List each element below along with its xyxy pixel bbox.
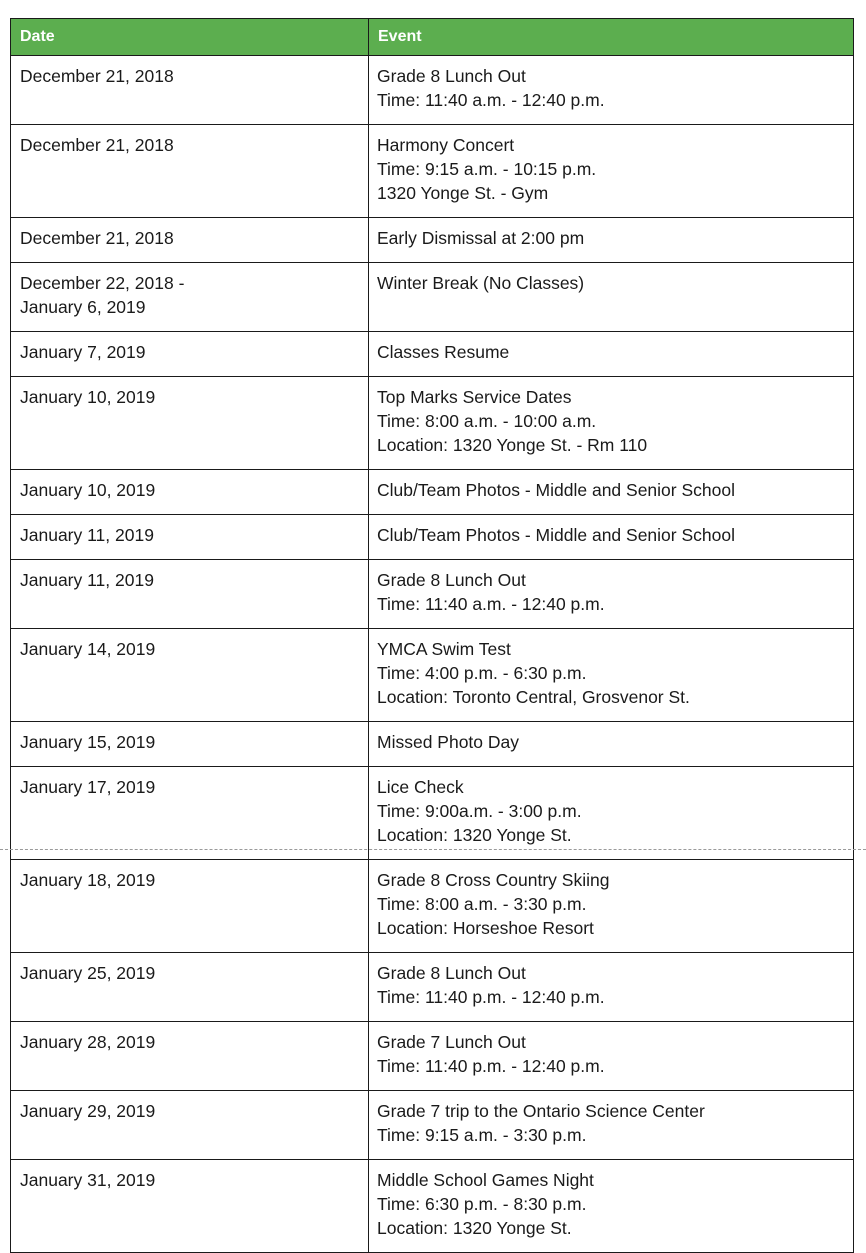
event-cell xyxy=(369,1091,854,1160)
date-cell xyxy=(11,1091,369,1160)
date-text: January 15, 2019 xyxy=(20,732,156,752)
event-detail: Time: 8:00 a.m. - 3:30 p.m. xyxy=(377,894,587,914)
event-title: YMCA Swim Test xyxy=(377,639,511,659)
date-cell xyxy=(11,1160,369,1253)
date-text: January 28, 2019 xyxy=(20,1032,156,1052)
table-row xyxy=(11,1022,854,1091)
event-cell xyxy=(369,860,854,953)
date-text: December 21, 2018 xyxy=(20,228,174,248)
date-cell xyxy=(11,629,369,722)
event-detail: Time: 4:00 p.m. - 6:30 p.m. xyxy=(377,663,587,683)
table-row xyxy=(11,56,854,125)
event-detail: Time: 9:15 a.m. - 10:15 p.m. xyxy=(377,159,597,179)
date-cell xyxy=(11,377,369,470)
event-cell xyxy=(369,56,854,125)
date-text: January 18, 2019 xyxy=(20,870,156,890)
event-cell xyxy=(369,470,854,515)
event-cell xyxy=(369,953,854,1022)
table-row xyxy=(11,515,854,560)
date-cell xyxy=(11,860,369,953)
table-row xyxy=(11,953,854,1022)
event-detail: Time: 8:00 a.m. - 10:00 a.m. xyxy=(377,411,597,431)
date-cell xyxy=(11,125,369,218)
event-title: Harmony Concert xyxy=(377,135,515,155)
date-cell xyxy=(11,953,369,1022)
event-detail: Time: 11:40 p.m. - 12:40 p.m. xyxy=(377,987,605,1007)
date-cell xyxy=(11,56,369,125)
date-text: January 14, 2019 xyxy=(20,639,156,659)
table-row xyxy=(11,263,854,332)
date-text: December 21, 2018 xyxy=(20,66,174,86)
table-row xyxy=(11,125,854,218)
event-title: Winter Break (No Classes) xyxy=(377,273,585,293)
table-row xyxy=(11,560,854,629)
event-cell xyxy=(369,218,854,263)
table-row xyxy=(11,377,854,470)
event-detail: Location: 1320 Yonge St. xyxy=(377,1218,572,1238)
event-title: Lice Check xyxy=(377,777,464,797)
date-text: January 10, 2019 xyxy=(20,480,156,500)
date-cell xyxy=(11,767,369,860)
table-row xyxy=(11,470,854,515)
event-detail: Time: 11:40 p.m. - 12:40 p.m. xyxy=(377,1056,605,1076)
date-text: January 17, 2019 xyxy=(20,777,156,797)
event-cell xyxy=(369,1160,854,1253)
event-title: Grade 7 Lunch Out xyxy=(377,1032,526,1052)
event-title: Grade 7 trip to the Ontario Science Center xyxy=(377,1101,705,1121)
date-cell xyxy=(11,218,369,263)
date-cell xyxy=(11,515,369,560)
event-cell xyxy=(369,332,854,377)
date-text: January 11, 2019 xyxy=(20,525,154,545)
event-title: Early Dismissal at 2:00 pm xyxy=(377,228,585,248)
table-row xyxy=(11,767,854,860)
event-cell xyxy=(369,377,854,470)
event-detail: Location: Toronto Central, Grosvenor St. xyxy=(377,687,690,707)
event-title: Grade 8 Cross Country Skiing xyxy=(377,870,610,890)
date-text: January 29, 2019 xyxy=(20,1101,156,1121)
date-text: January 31, 2019 xyxy=(20,1170,156,1190)
event-title: Club/Team Photos - Middle and Senior School xyxy=(377,480,735,500)
table-row xyxy=(11,332,854,377)
date-text: December 21, 2018 xyxy=(20,135,174,155)
table-row xyxy=(11,1091,854,1160)
event-detail: Time: 9:00a.m. - 3:00 p.m. xyxy=(377,801,582,821)
event-cell xyxy=(369,515,854,560)
date-text: January 25, 2019 xyxy=(20,963,156,983)
event-column-header: Event xyxy=(369,19,854,56)
event-title: Grade 8 Lunch Out xyxy=(377,570,526,590)
event-detail: Location: 1320 Yonge St. - Rm 110 xyxy=(377,435,648,455)
event-cell xyxy=(369,767,854,860)
date-cell xyxy=(11,263,369,332)
event-title: Top Marks Service Dates xyxy=(377,387,572,407)
event-detail: Time: 11:40 a.m. - 12:40 p.m. xyxy=(377,90,605,110)
date-cell xyxy=(11,470,369,515)
event-title: Classes Resume xyxy=(377,342,510,362)
event-detail: Time: 6:30 p.m. - 8:30 p.m. xyxy=(377,1194,587,1214)
event-detail: 1320 Yonge St. - Gym xyxy=(377,183,549,203)
event-detail: Time: 9:15 a.m. - 3:30 p.m. xyxy=(377,1125,587,1145)
event-title: Grade 8 Lunch Out xyxy=(377,963,526,983)
date-text: January 7, 2019 xyxy=(20,342,146,362)
event-title: Club/Team Photos - Middle and Senior School xyxy=(377,525,735,545)
event-cell xyxy=(369,1022,854,1091)
date-text: January 6, 2019 xyxy=(20,297,146,317)
events-table xyxy=(10,18,854,1253)
event-title: Middle School Games Night xyxy=(377,1170,594,1190)
date-cell xyxy=(11,560,369,629)
table-row xyxy=(11,218,854,263)
table-row xyxy=(11,1160,854,1253)
table-row xyxy=(11,629,854,722)
date-text: January 10, 2019 xyxy=(20,387,156,407)
event-title: Missed Photo Day xyxy=(377,732,520,752)
date-text: December 22, 2018 - xyxy=(20,273,185,293)
event-detail: Location: 1320 Yonge St. xyxy=(377,825,572,845)
date-column-header: Date xyxy=(11,19,369,56)
date-text: January 11, 2019 xyxy=(20,570,154,590)
table-row xyxy=(11,860,854,953)
event-cell xyxy=(369,629,854,722)
table-body xyxy=(11,56,854,1253)
event-cell xyxy=(369,560,854,629)
event-cell xyxy=(369,722,854,767)
table-header-row xyxy=(11,19,854,56)
event-cell xyxy=(369,263,854,332)
event-cell xyxy=(369,125,854,218)
event-detail: Time: 11:40 a.m. - 12:40 p.m. xyxy=(377,594,605,614)
date-cell xyxy=(11,332,369,377)
date-cell xyxy=(11,1022,369,1091)
table-row xyxy=(11,722,854,767)
date-cell xyxy=(11,722,369,767)
event-title: Grade 8 Lunch Out xyxy=(377,66,526,86)
event-detail: Location: Horseshoe Resort xyxy=(377,918,594,938)
